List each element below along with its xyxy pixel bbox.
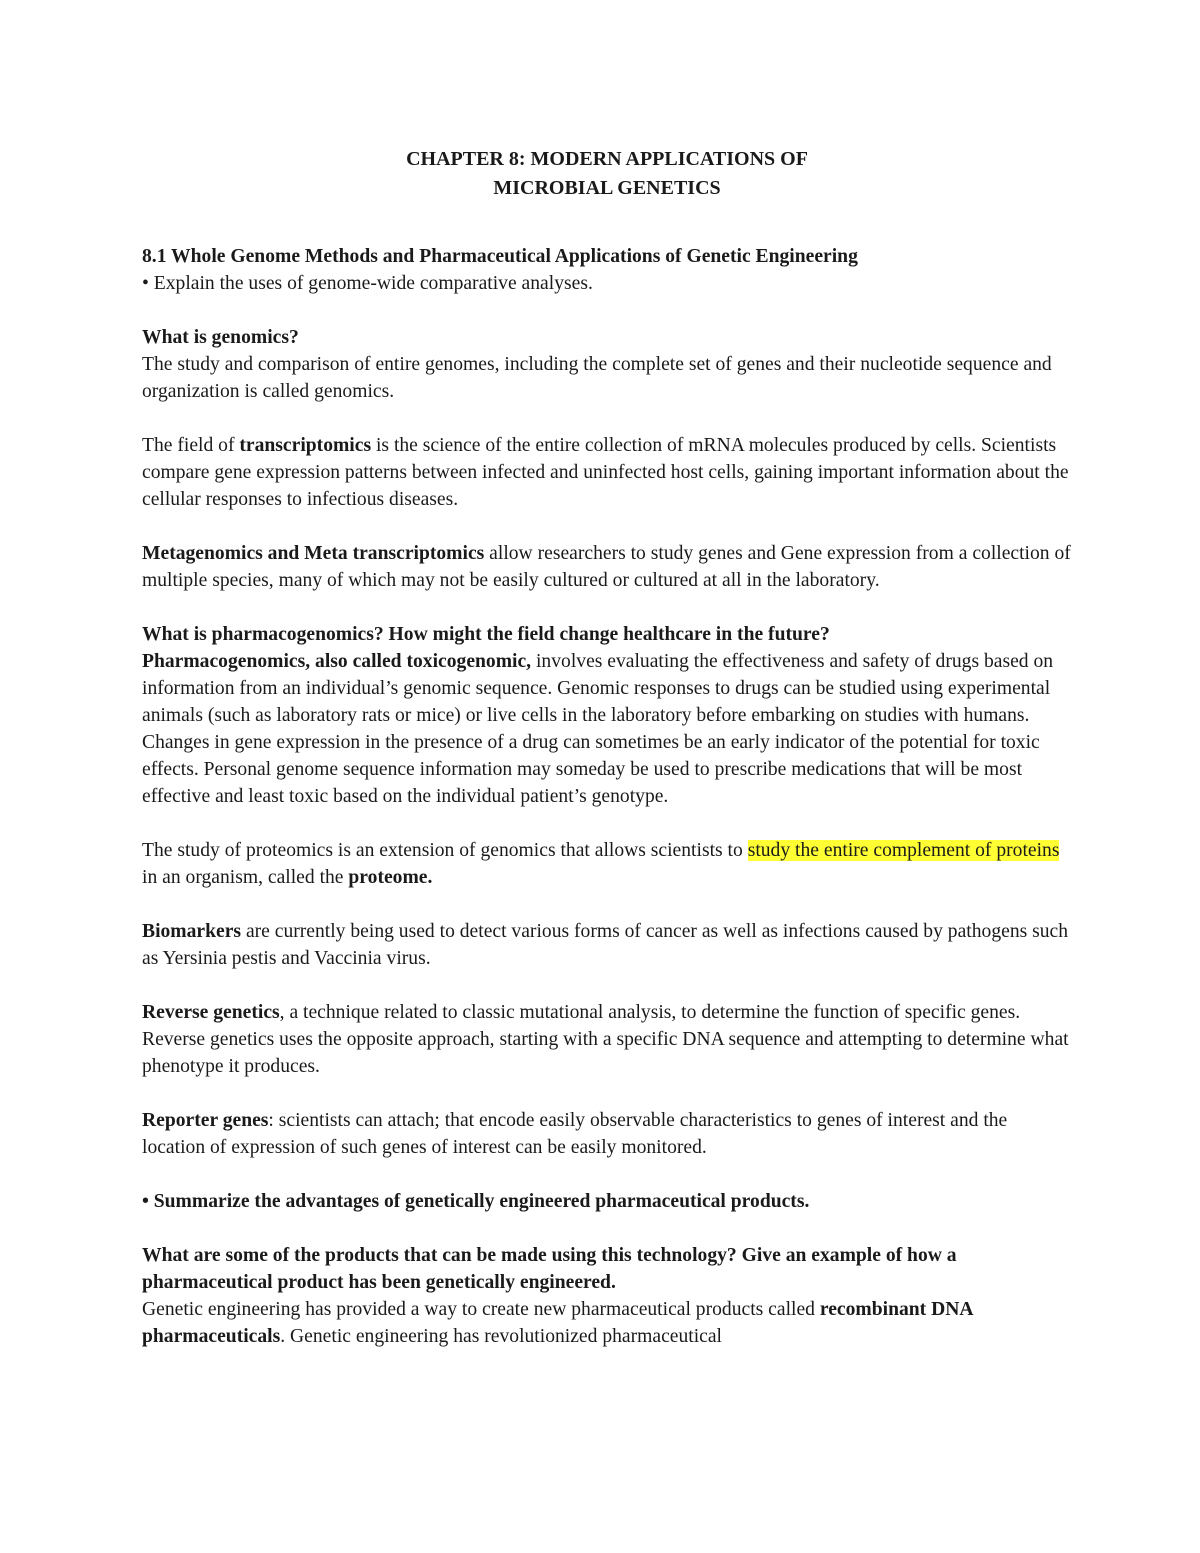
section-heading-block [142, 243, 1072, 297]
genomics-paragraph [142, 324, 1072, 405]
biomarkers-term: Biomarkers [142, 921, 242, 942]
genomics-question: What is genomics? [142, 327, 299, 348]
section-objective: • Explain the uses of genome-wide comparative analyses. [142, 273, 593, 294]
reverse-genetics-term: Reverse genetics [142, 1002, 280, 1023]
reporter-genes-text: : scientists can attach; that encode easily observable characteristics to genes of interest and the location of expression of such genes of interest can be easily monitored. [142, 1110, 1008, 1158]
transcriptomics-pre: The field of [142, 435, 240, 456]
reverse-genetics-paragraph [142, 999, 1072, 1080]
transcriptomics-term: transcriptomics [239, 435, 372, 456]
pharmacogenomics-question: What is pharmacogenomics? How might the field change healthcare in the future? [142, 624, 830, 645]
reporter-genes-paragraph [142, 1107, 1072, 1161]
biomarkers-paragraph [142, 918, 1072, 972]
products-pre: Genetic engineering has provided a way to create new pharmaceutical products called [142, 1299, 820, 1320]
proteomics-paragraph [142, 837, 1072, 891]
chapter-title-line2: MICROBIAL GENETICS [493, 177, 721, 199]
reverse-genetics-text: , a technique related to classic mutational analysis, to determine the function of specific genes. Reverse genetics uses the opposite approach, starting with a specific DNA sequence and attempting to determine what phenotype it produces. [142, 1002, 1069, 1077]
chapter-title [142, 145, 1072, 203]
objective-2-text: • Summarize the advantages of genetically engineered pharmaceutical products. [142, 1191, 810, 1212]
reporter-genes-term: Reporter genes [142, 1110, 269, 1131]
pharmacogenomics-text: involves evaluating the effectiveness and safety of drugs based on information from an individual’s genomic sequence. Genomic responses to drugs can be studied using experimental animals (such as laboratory rats or mice) or live cells in the laboratory before embarking on studies with humans. Changes in gene expression in the presence of a drug can sometimes be an early indicator of the potential for toxic effects. Personal genome sequence information may someday be used to prescribe medications that will be most effective and least toxic based on the individual patient’s genotype. [142, 651, 1054, 807]
transcriptomics-paragraph [142, 432, 1072, 513]
pharmacogenomics-term: Pharmacogenomics, also called toxicogenomic, [142, 651, 532, 672]
products-text: . Genetic engineering has revolutionized pharmaceutical [280, 1326, 722, 1347]
products-question: What are some of the products that can be made using this technology? Give an example of how a pharmaceutical product has been genetically engineered. [142, 1245, 957, 1293]
metagenomics-paragraph [142, 540, 1072, 594]
document-content [142, 145, 1072, 1350]
metagenomics-term: Metagenomics and Meta transcriptomics [142, 543, 485, 564]
products-term: recombinant DNA pharmaceuticals [142, 1299, 973, 1347]
section-heading: 8.1 Whole Genome Methods and Pharmaceutical Applications of Genetic Engineering [142, 246, 858, 267]
proteomics-term: proteome. [348, 867, 433, 888]
genomics-text: The study and comparison of entire genomes, including the complete set of genes and their nucleotide sequence and organization is called genomics. [142, 354, 1052, 402]
products-paragraph [142, 1242, 1072, 1350]
transcriptomics-text: is the science of the entire collection of mRNA molecules produced by cells. Scientists compare gene expression patterns between infected and uninfected host cells, gaining important information about the cellular responses to infectious diseases. [142, 435, 1069, 510]
pharmacogenomics-paragraph [142, 621, 1072, 810]
biomarkers-text: are currently being used to detect various forms of cancer as well as infections caused by pathogens such as Yersinia pestis and Vaccinia virus. [142, 921, 1069, 969]
chapter-title-line1: CHAPTER 8: MODERN APPLICATIONS OF [406, 148, 808, 170]
proteomics-highlight: study the entire complement of proteins [747, 840, 1060, 861]
metagenomics-text: allow researchers to study genes and Gene expression from a collection of multiple species, many of which may not be easily cultured or cultured at all in the laboratory. [142, 543, 1071, 591]
proteomics-mid: in an organism, called the [142, 867, 349, 888]
proteomics-pre: The study of proteomics is an extension of genomics that allows scientists to [142, 840, 748, 861]
objective-2 [142, 1188, 1072, 1215]
